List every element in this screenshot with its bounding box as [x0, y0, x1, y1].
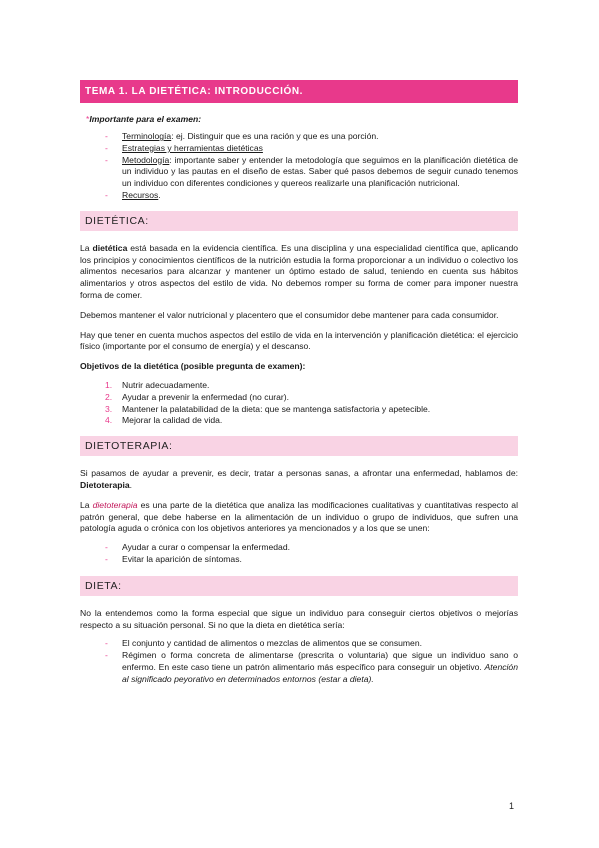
- bold-term: dietética: [92, 242, 128, 253]
- list-item: [80, 638, 518, 650]
- page-number: 1: [509, 801, 515, 811]
- important-label-text: Importante para el examen:: [89, 114, 202, 124]
- list-item: [80, 190, 518, 202]
- term-description: : ej. Distinguir que es una ración y que es una porción.: [171, 131, 379, 141]
- objectives-list: [80, 380, 518, 427]
- term: Terminología: [122, 131, 172, 141]
- item-text: Mejorar la calidad de vida.: [122, 415, 223, 426]
- item-text: El conjunto y cantidad de alimentos o mezclas de alimentos que se consumen.: [122, 638, 422, 649]
- text: está basada en la evidencia científica. Es una disciplina y una especialidad científica que, aplicando los principios y conocimientos científicos de la nutrición estudia la forma proporcionar a un individuo o colectivo los alimentos necesarios para alcanzar y mantener un óptimo estado de salud, teniendo en cuenta sus hábitos alimentarios y otros aspectos del estilo de vida. No debemos romper su forma de comer para imponer nuestra forma de comer.: [80, 242, 518, 300]
- term: Estrategias y herramientas dietéticas: [122, 142, 263, 153]
- list-item: [80, 650, 518, 685]
- document-page: [80, 80, 518, 686]
- list-item: [80, 542, 518, 554]
- item-text: Régimen o forma concreta de alimentarse (prescrita o voluntaria) que sigue un individuo sano o enfermo. En este caso tiene un patrón alimentario más específico para conseguir un objetivo.: [122, 650, 518, 672]
- list-item: [80, 415, 518, 427]
- list-item: [80, 131, 518, 143]
- important-list: [80, 131, 518, 202]
- dietetica-paragraph-2: Debemos mantener el valor nutricional y placentero que el consumidor debe mantener para cada consumidor.: [80, 309, 499, 320]
- item-text: Ayudar a curar o compensar la enfermedad.: [122, 542, 290, 553]
- objectives-title: Objetivos de la dietética (posible pregunta de examen):: [80, 361, 306, 372]
- list-item: [80, 380, 518, 392]
- italic-term: dietoterapia: [92, 499, 138, 510]
- dietoterapia-list: [80, 542, 518, 566]
- term-description: .: [158, 189, 161, 200]
- dieta-paragraph-1: No la entendemos como la forma especial que sigue un individuo para conseguir ciertos objetivos o mejorías respecto a su situación personal. Si no que la dieta en dietética sería:: [80, 607, 518, 630]
- important-label: [86, 114, 518, 124]
- section-heading-dietoterapia: DIETOTERAPIA:: [80, 436, 518, 456]
- text: La: [80, 499, 93, 510]
- dieta-list: [80, 638, 518, 685]
- item-text: Nutrir adecuadamente.: [122, 379, 210, 390]
- dash-bullet: -: [105, 131, 108, 141]
- dash-bullet: -: [105, 189, 108, 200]
- text: .: [129, 479, 133, 490]
- list-item: [80, 392, 518, 404]
- item-text: Ayudar a prevenir la enfermedad (no curar).: [122, 391, 290, 402]
- italic-note: Atención al significado peyorativo en determinados entornos (estar a dieta).: [122, 661, 518, 684]
- list-item: [80, 155, 518, 190]
- item-text: Evitar la aparición de síntomas.: [122, 553, 242, 564]
- item-text: Mantener la palatabilidad de la dieta: que se mantenga satisfactoria y apetecible.: [122, 403, 431, 414]
- text: La: [80, 242, 93, 253]
- bold-term: Dietoterapia: [80, 479, 130, 490]
- item-number: 4.: [105, 415, 113, 426]
- text: Si pasamos de ayudar a prevenir, es decir, tratar a personas sanas, a afrontar una enfermedad, hablamos de:: [80, 468, 518, 479]
- dash-bullet: -: [105, 553, 108, 564]
- dash-bullet: -: [105, 142, 108, 153]
- dietetica-paragraph-1: [80, 243, 518, 302]
- section-heading-dieta: DIETA:: [80, 576, 518, 596]
- term: Recursos: [122, 189, 159, 200]
- term: Metodología: [122, 154, 170, 165]
- dash-bullet: -: [105, 638, 108, 649]
- section-heading-dietetica: DIETÉTICA:: [80, 211, 518, 231]
- item-number: 1.: [105, 379, 113, 390]
- dash-bullet: -: [105, 650, 108, 661]
- list-item: [80, 404, 518, 416]
- dietetica-paragraph-3: Hay que tener en cuenta muchos aspectos del estilo de vida en la intervención y planificación dietética: el ejercicio físico (importante por el consumo de energía) y el descanso.: [80, 329, 518, 352]
- text: es una parte de la dietética que analiza las modificaciones cualitativas y cuantitativas respecto al patrón general, que debe haberse en la alimentación de un individuo o grupo de individuos, que sufren una patología aguda o crónica con los objetivos anteriores ya mencionados y a los que se unen:: [80, 499, 518, 534]
- dash-bullet: -: [105, 154, 108, 165]
- page-title: TEMA 1. LA DIETÉTICA: INTRODUCCIÓN.: [80, 80, 518, 103]
- term-description: : importante saber y entender la metodología que seguimos en la planificación dietética de un individuo y las pautas en el diseño de estas. Saber qué pasos debemos de seguir cunado tenemos un individuo con diferentes condiciones y quereos realizarle una planificación nutricional.: [122, 154, 518, 189]
- dietoterapia-paragraph-2: [80, 500, 518, 535]
- dash-bullet: -: [105, 542, 108, 553]
- dietoterapia-paragraph-1: [80, 468, 518, 492]
- item-number: 3.: [105, 403, 113, 414]
- asterisk-icon: *: [86, 114, 90, 124]
- list-item: [80, 554, 518, 566]
- list-item: [80, 143, 518, 155]
- item-number: 2.: [105, 391, 113, 402]
